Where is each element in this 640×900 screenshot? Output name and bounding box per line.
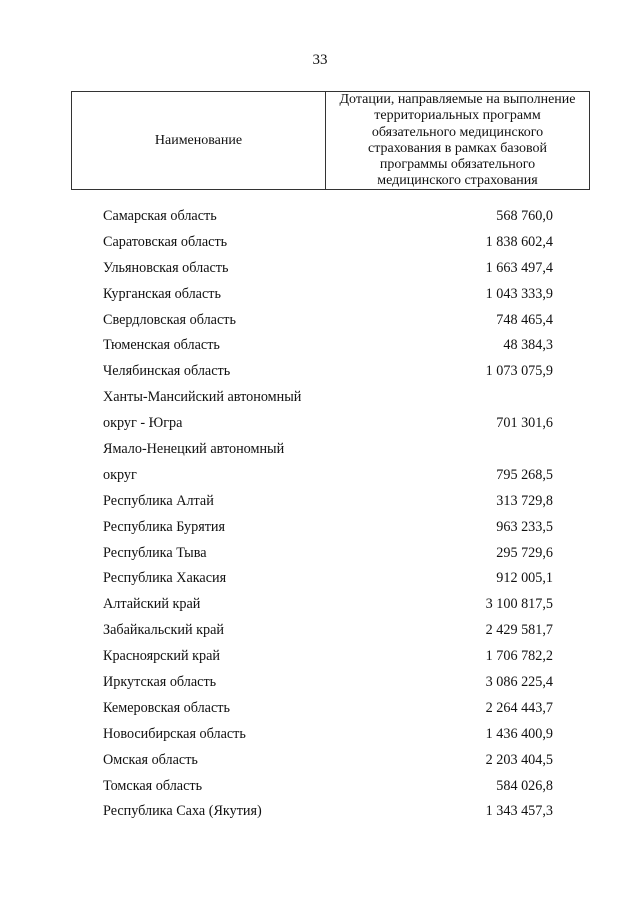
region-name: Ульяновская область (103, 259, 229, 276)
subsidy-value: 1 436 400,9 (485, 725, 553, 742)
header-value-column (326, 92, 589, 189)
subsidy-value: 48 384,3 (503, 337, 553, 354)
subsidy-value: 584 026,8 (496, 777, 553, 794)
table-row (103, 208, 553, 234)
table-row (103, 441, 553, 467)
region-name: Ханты-Мансийский автономный (103, 389, 302, 406)
header-value-line: программы обязательного (379, 157, 536, 173)
region-name: Тюменская область (103, 337, 220, 354)
subsidy-value: 3 100 817,5 (485, 596, 553, 613)
header-value-line: обязательного медицинского (371, 124, 544, 140)
subsidy-value: 2 429 581,7 (485, 622, 553, 639)
subsidy-value: 795 268,5 (496, 466, 553, 483)
subsidy-value: 701 301,6 (496, 415, 553, 432)
subsidy-value: 2 264 443,7 (485, 699, 553, 716)
table-row (103, 778, 553, 804)
table-row (103, 493, 553, 519)
subsidy-value: 1 073 075,9 (485, 363, 553, 380)
table-row (103, 674, 553, 700)
table-row (103, 752, 553, 778)
region-name: округ (103, 466, 137, 483)
table-row (103, 312, 553, 338)
region-name: Томская область (103, 777, 203, 794)
subsidy-value: 568 760,0 (496, 208, 553, 224)
region-name: Республика Тыва (103, 544, 207, 561)
table-row (103, 545, 553, 571)
header-value-line: медицинского страхования (377, 173, 538, 189)
table-row (103, 363, 553, 389)
table-row (103, 570, 553, 596)
region-name: Кемеровская область (103, 699, 230, 716)
subsidy-value: 1 838 602,4 (485, 233, 553, 250)
subsidy-value: 3 086 225,4 (485, 674, 553, 691)
region-name: округ - Югра (103, 415, 183, 432)
table-row (103, 260, 553, 286)
header-value-line: страхования в рамках базовой (367, 140, 548, 156)
region-name: Алтайский край (103, 596, 201, 613)
subsidy-value: 912 005,1 (496, 570, 553, 587)
table-row (103, 803, 553, 829)
header-name-column: Наименование (72, 92, 326, 189)
subsidy-value: 295 729,6 (496, 544, 553, 561)
subsidy-value: 1 663 497,4 (485, 259, 553, 276)
region-name: Саратовская область (103, 233, 228, 250)
region-name: Республика Алтай (103, 492, 214, 509)
region-name: Новосибирская область (103, 725, 246, 742)
region-name: Омская область (103, 751, 198, 768)
region-name: Курганская область (103, 285, 221, 302)
header-value-line: территориальных программ (374, 108, 541, 124)
region-name: Самарская область (103, 208, 217, 224)
table-row (103, 286, 553, 312)
subsidy-value: 1 343 457,3 (485, 803, 553, 820)
region-name: Забайкальский край (103, 622, 224, 639)
region-name: Иркутская область (103, 674, 217, 691)
table-row (103, 234, 553, 260)
table-row (103, 389, 553, 415)
table-row (103, 726, 553, 752)
subsidy-value: 1 043 333,9 (485, 285, 553, 302)
subsidy-value: 963 233,5 (496, 518, 553, 535)
region-name: Красноярский край (103, 648, 220, 665)
subsidy-value: 313 729,8 (496, 492, 553, 509)
table-row (103, 622, 553, 648)
region-name: Республика Бурятия (103, 518, 226, 535)
subsidy-value: 2 203 404,5 (485, 751, 553, 768)
header-value-line: Дотации, направляемые на выполнение (339, 92, 576, 107)
table-row (103, 519, 553, 545)
region-name: Республика Саха (Якутия) (103, 803, 262, 820)
table-row (103, 337, 553, 363)
table-row (103, 648, 553, 674)
table-row (103, 596, 553, 622)
table-row (103, 700, 553, 726)
page-number: 33 (312, 52, 328, 68)
table-row (103, 415, 553, 441)
region-name: Республика Хакасия (103, 570, 227, 587)
table-header (71, 91, 590, 190)
subsidy-value: 748 465,4 (496, 311, 553, 328)
region-name: Ямало-Ненецкий автономный (103, 441, 285, 458)
table-row (103, 467, 553, 493)
table-body (103, 208, 553, 829)
region-name: Свердловская область (103, 311, 236, 328)
subsidy-value: 1 706 782,2 (485, 648, 553, 665)
region-name: Челябинская область (103, 363, 231, 380)
